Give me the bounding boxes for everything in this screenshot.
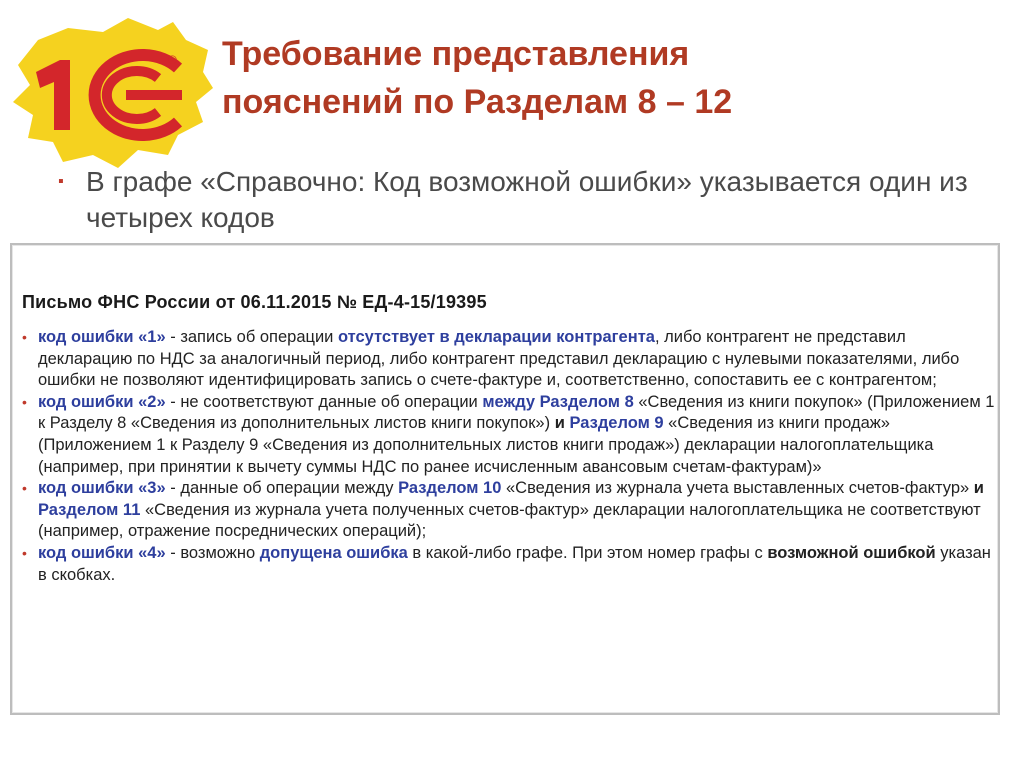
highlighted-text: отсутствует в декларации контрагента <box>337 328 655 346</box>
error-code-item <box>22 543 997 586</box>
bullet-icon: • <box>22 393 27 410</box>
bullet-icon: • <box>22 329 27 345</box>
subtitle <box>58 164 988 236</box>
highlighted-text: код ошибки «4» <box>38 543 166 562</box>
highlighted-text: Разделом 11 <box>38 500 141 519</box>
highlighted-text: Разделом 10 <box>398 479 502 498</box>
error-code-list <box>22 327 997 586</box>
logo-1c <box>8 10 218 170</box>
registered-mark: ® <box>168 53 177 67</box>
highlighted-text: код ошибки «1» <box>38 328 166 346</box>
highlighted-text: допущена ошибка <box>259 543 408 562</box>
logo-graphic <box>8 10 218 170</box>
item-text: - не соответствуют данные об операции <box>165 392 483 411</box>
item-text: указан в скобках. <box>38 543 991 584</box>
item-text: «Сведения из книги покупок» (Приложением 1 к Разделу 8 «Сведения из дополнительных листов книги покупок») <box>38 392 995 433</box>
highlighted-text: между Разделом 8 <box>482 392 634 411</box>
item-text: - запись об операции <box>165 328 338 346</box>
error-code-item <box>22 478 997 543</box>
item-text: «Сведения из книги продаж» (Приложением 1 к Разделу 9 «Сведения из дополнительных листов книги продаж») декларации налогоплательщика (например, при принятии к вычету суммы НДС по ранее исчисленным авансовым счетам-фактурам)» <box>38 414 934 476</box>
error-code-item <box>22 392 997 478</box>
title-line-1: Требование представления <box>222 35 690 73</box>
bold-text: и <box>554 414 565 433</box>
highlighted-text: код ошибки «3» <box>38 479 166 498</box>
item-text: «Сведения из журнала учета выставленных счетов-фактур» <box>501 479 974 498</box>
item-text: - возможно <box>165 543 260 562</box>
bold-text: и <box>973 479 984 498</box>
square-bullet-icon: ▪ <box>58 173 64 190</box>
bullet-icon: • <box>22 480 27 497</box>
page-title <box>222 30 1002 126</box>
item-text: «Сведения из журнала учета полученных счетов-фактур» декларации налогоплательщика не соответствуют (например, отражение посреднических операций); <box>38 500 981 541</box>
title-line-2: пояснений по Разделам 8 – 12 <box>222 83 733 121</box>
item-text: - данные об операции между <box>165 479 399 498</box>
item-text: в какой-либо графе. При этом номер графы с <box>407 543 768 562</box>
error-code-item <box>22 327 997 392</box>
subtitle-text: В графе «Справочно: Код возможной ошибки» указывается один из четырех кодов <box>86 166 968 233</box>
highlighted-text: Разделом 9 <box>569 414 664 433</box>
bullet-icon: • <box>22 544 27 561</box>
item-text: , либо контрагент не представил декларацию по НДС за аналогичный период, либо контрагент представил декларацию с нулевыми показателями, либо ошибки не позволяют идентифицировать запись о счете-фактуре и, соответственно, сопоставить ее с контрагентом; <box>38 328 960 390</box>
bold-text: возможной ошибкой <box>767 543 936 562</box>
letter-reference: Письмо ФНС России от 06.11.2015 № ЕД-4-15/19395 <box>22 292 487 312</box>
highlighted-text: код ошибки «2» <box>38 392 166 411</box>
